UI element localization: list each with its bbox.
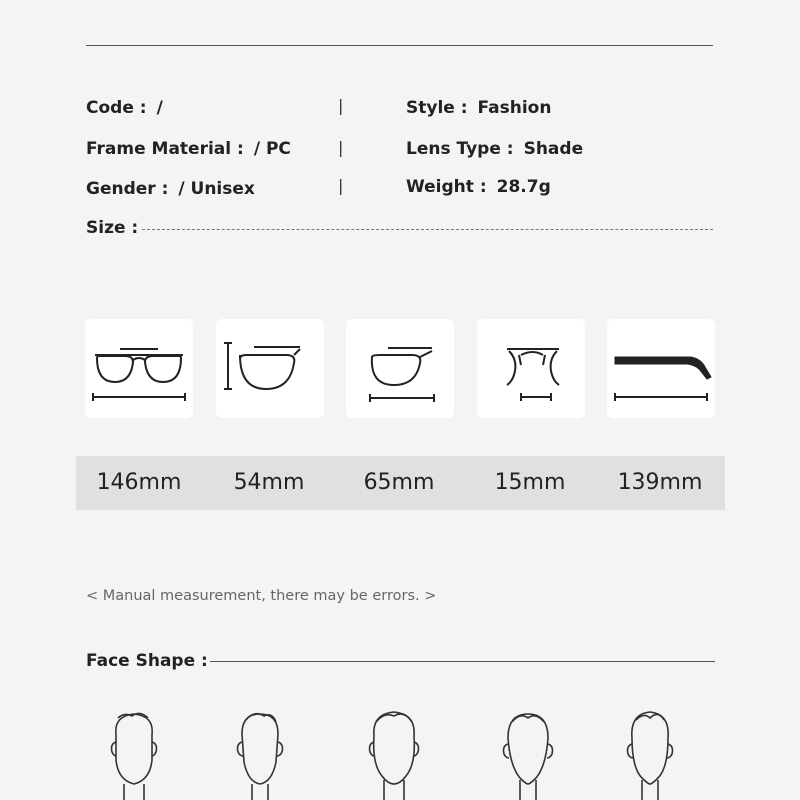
face-shape-row [86,651,715,671]
spec-style-value: Fashion [477,98,552,118]
spec-lens-type-label: Lens Type : [406,139,514,159]
column-separator: | [338,176,344,195]
spec-weight-label: Weight : [406,177,487,197]
spec-style-label: Style : [406,98,468,118]
measurement-card-frame-width [85,319,193,418]
spec-weight-value: 28.7g [496,177,551,197]
face-shape-label: Face Shape : [86,651,208,671]
spec-code [86,98,163,118]
measurement-note: < Manual measurement, there may be errors. > [86,588,437,604]
spec-code-value: / [156,98,163,118]
face-shape-4-icon [498,708,558,800]
measurement-card-lens-height [216,319,324,418]
spec-gender [86,179,255,199]
spec-frame-material [86,139,291,159]
face-shape-3-icon [362,708,426,800]
spec-frame-material-label: Frame Material : [86,139,244,159]
spec-gender-value: / Unisex [178,179,255,199]
spec-gender-label: Gender : [86,179,169,199]
face-shape-5-icon [620,708,680,800]
column-separator: | [338,138,344,157]
measurement-value: 139mm [617,470,703,495]
spec-code-label: Code : [86,98,147,118]
spec-frame-material-value: / PC [253,139,291,159]
face-shape-2-icon [230,708,290,800]
top-divider [86,45,713,46]
spec-lens-type-value: Shade [523,139,584,159]
bridge-width-icon [477,319,585,418]
size-label: Size : [86,218,139,238]
lens-height-icon [216,319,324,418]
spec-weight [406,177,551,197]
lens-width-icon [346,319,454,418]
temple-length-icon [607,319,715,418]
measurement-card-bridge-width [477,319,585,418]
frame-width-icon [85,319,193,418]
spec-lens-type [406,139,583,159]
measurement-value: 65mm [363,470,435,495]
measurement-value: 146mm [96,470,182,495]
spec-style [406,98,551,118]
measurement-card-lens-width [346,319,454,418]
measurement-value: 54mm [233,470,305,495]
size-dashed-line [142,229,713,230]
measurement-value: 15mm [494,470,566,495]
measurement-card-temple-length [607,319,715,418]
size-row [86,218,713,238]
face-shape-1-icon [104,708,164,800]
column-separator: | [338,96,344,115]
face-shape-line [210,661,715,662]
